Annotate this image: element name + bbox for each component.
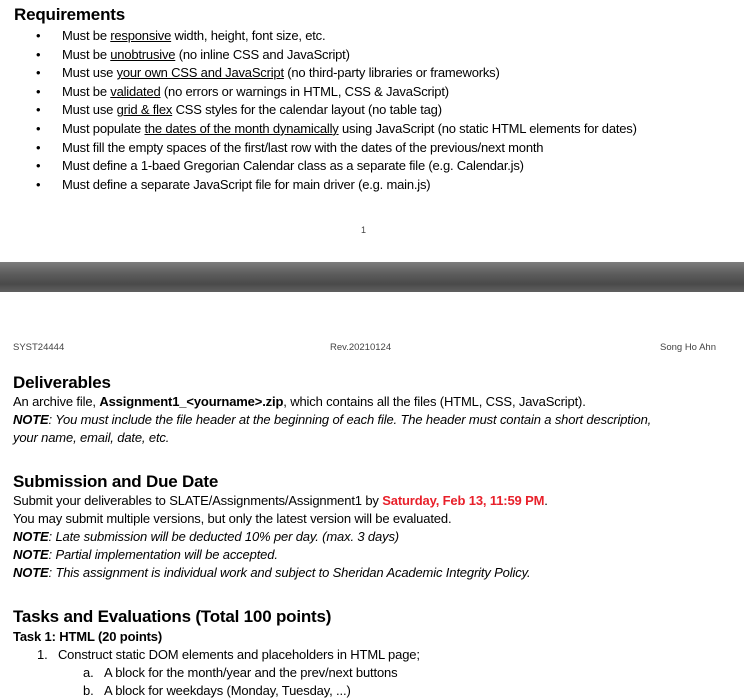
late-note	[13, 528, 548, 546]
late-note-text: : Late submission will be deducted 10% per day. (max. 3 days)	[48, 529, 399, 544]
requirement-item	[36, 120, 637, 139]
item-text: Construct static DOM elements and placeholders in HTML page;	[57, 647, 420, 662]
requirement-text: Must use	[62, 65, 117, 81]
requirement-text-end: (no errors or warnings in HTML, CSS & JavaScript)	[160, 83, 449, 99]
item-number: 1.	[37, 647, 48, 662]
note-label: NOTE	[13, 565, 49, 580]
requirement-emphasis: responsive	[110, 28, 172, 43]
subitem-text: A block for the month/year and the prev/next buttons	[103, 665, 398, 680]
note-text-cont: your name, email, date, etc.	[13, 430, 170, 445]
submission-versions: You may submit multiple versions, but only the latest version will be evaluated.	[13, 511, 452, 526]
tasks-heading: Tasks and Evaluations (Total 100 points)	[13, 607, 332, 626]
requirement-item	[36, 27, 637, 46]
note-label: NOTE	[13, 412, 49, 427]
requirement-text: Must define a 1-baed Gregorian Calendar class as a separate file (e.g. Calendar.js)	[62, 158, 524, 174]
bullet-icon: •	[36, 102, 41, 118]
deliverables-text: An archive file,	[13, 394, 100, 409]
bullet-icon: •	[36, 176, 41, 192]
note-label: NOTE	[13, 547, 49, 562]
deliverables-text-end: , which contains all the files (HTML, CSS, JavaScript).	[283, 394, 586, 409]
task1-item1	[13, 646, 420, 664]
requirement-emphasis: your own CSS and JavaScript	[116, 65, 284, 81]
submission-text: Submit your deliverables to SLATE/Assignments/Assignment1 by	[13, 493, 383, 508]
requirement-item	[36, 176, 637, 195]
deliverables-note	[13, 411, 651, 429]
requirement-text: Must use	[62, 102, 117, 118]
task1-heading: Task 1: HTML (20 points)	[13, 629, 163, 644]
due-date: Saturday, Feb 13, 11:59 PM	[382, 493, 545, 508]
task1-item1b	[13, 682, 420, 700]
deliverables-note-cont	[13, 429, 651, 447]
requirement-emphasis: the dates of the month dynamically	[144, 120, 339, 136]
requirement-text-end: using JavaScript (no static HTML elements for dates)	[338, 120, 637, 136]
requirement-item	[36, 157, 637, 176]
deliverables-body	[13, 393, 651, 447]
requirement-emphasis: unobtrusive	[110, 46, 176, 62]
requirement-text: Must be	[62, 28, 111, 43]
requirement-text: Must be	[62, 46, 111, 62]
requirement-text: Must be	[62, 83, 111, 99]
note-label: NOTE	[13, 529, 49, 544]
integrity-note-text: : This assignment is individual work and subject to Sheridan Academic Integrity Policy.	[48, 565, 531, 580]
page-divider	[0, 262, 744, 292]
bullet-icon: •	[36, 46, 41, 62]
subitem-label: b.	[83, 683, 94, 698]
bullet-icon: •	[36, 139, 41, 155]
requirement-text: Must populate	[62, 120, 145, 136]
subitem-text: A block for weekdays (Monday, Tuesday, ...)	[103, 683, 351, 698]
partial-note	[13, 546, 548, 564]
requirements-heading: Requirements	[14, 5, 125, 24]
submission-body	[13, 492, 548, 582]
task1-item1a	[13, 664, 420, 682]
document-page-1	[0, 0, 744, 260]
header-author: Song Ho Ahn	[660, 342, 716, 353]
requirement-item	[36, 139, 637, 158]
archive-filename: Assignment1_<yourname>.zip	[99, 394, 284, 409]
requirement-text-end: (no third-party libraries or frameworks)	[283, 65, 500, 81]
submission-heading: Submission and Due Date	[13, 472, 219, 491]
requirement-text-end: (no inline CSS and JavaScript)	[175, 46, 350, 62]
bullet-icon: •	[36, 120, 41, 136]
requirement-emphasis: grid & flex	[116, 102, 173, 118]
submission-period: .	[544, 493, 548, 508]
integrity-note	[13, 564, 548, 582]
requirement-text: Must fill the empty spaces of the first/last row with the dates of the previous/next month	[62, 139, 544, 155]
deliverables-line	[13, 393, 651, 411]
bullet-icon: •	[36, 28, 41, 43]
bullet-icon: •	[36, 158, 41, 174]
header-course-code: SYST24444	[13, 342, 65, 353]
deliverables-heading: Deliverables	[13, 373, 111, 392]
partial-note-text: : Partial implementation will be accepted.	[48, 547, 278, 562]
subitem-label: a.	[83, 665, 94, 680]
requirement-item	[36, 83, 637, 102]
note-text: : You must include the file header at the beginning of each file. The header must contain a short description,	[48, 412, 652, 427]
bullet-icon: •	[36, 65, 41, 81]
header-revision: Rev.20210124	[330, 342, 392, 353]
bullet-icon: •	[36, 83, 41, 99]
requirement-text-end: width, height, font size, etc.	[171, 28, 326, 43]
requirement-text-end: CSS styles for the calendar layout (no table tag)	[172, 102, 442, 118]
requirements-list	[36, 27, 637, 194]
tasks-body	[13, 628, 420, 700]
requirement-text: Must define a separate JavaScript file for main driver (e.g. main.js)	[62, 176, 431, 192]
submission-line	[13, 492, 548, 510]
requirement-emphasis: validated	[110, 83, 161, 99]
requirement-item	[36, 46, 637, 65]
requirement-item	[36, 101, 637, 120]
requirement-item	[36, 64, 637, 83]
page-number: 1	[361, 225, 367, 235]
